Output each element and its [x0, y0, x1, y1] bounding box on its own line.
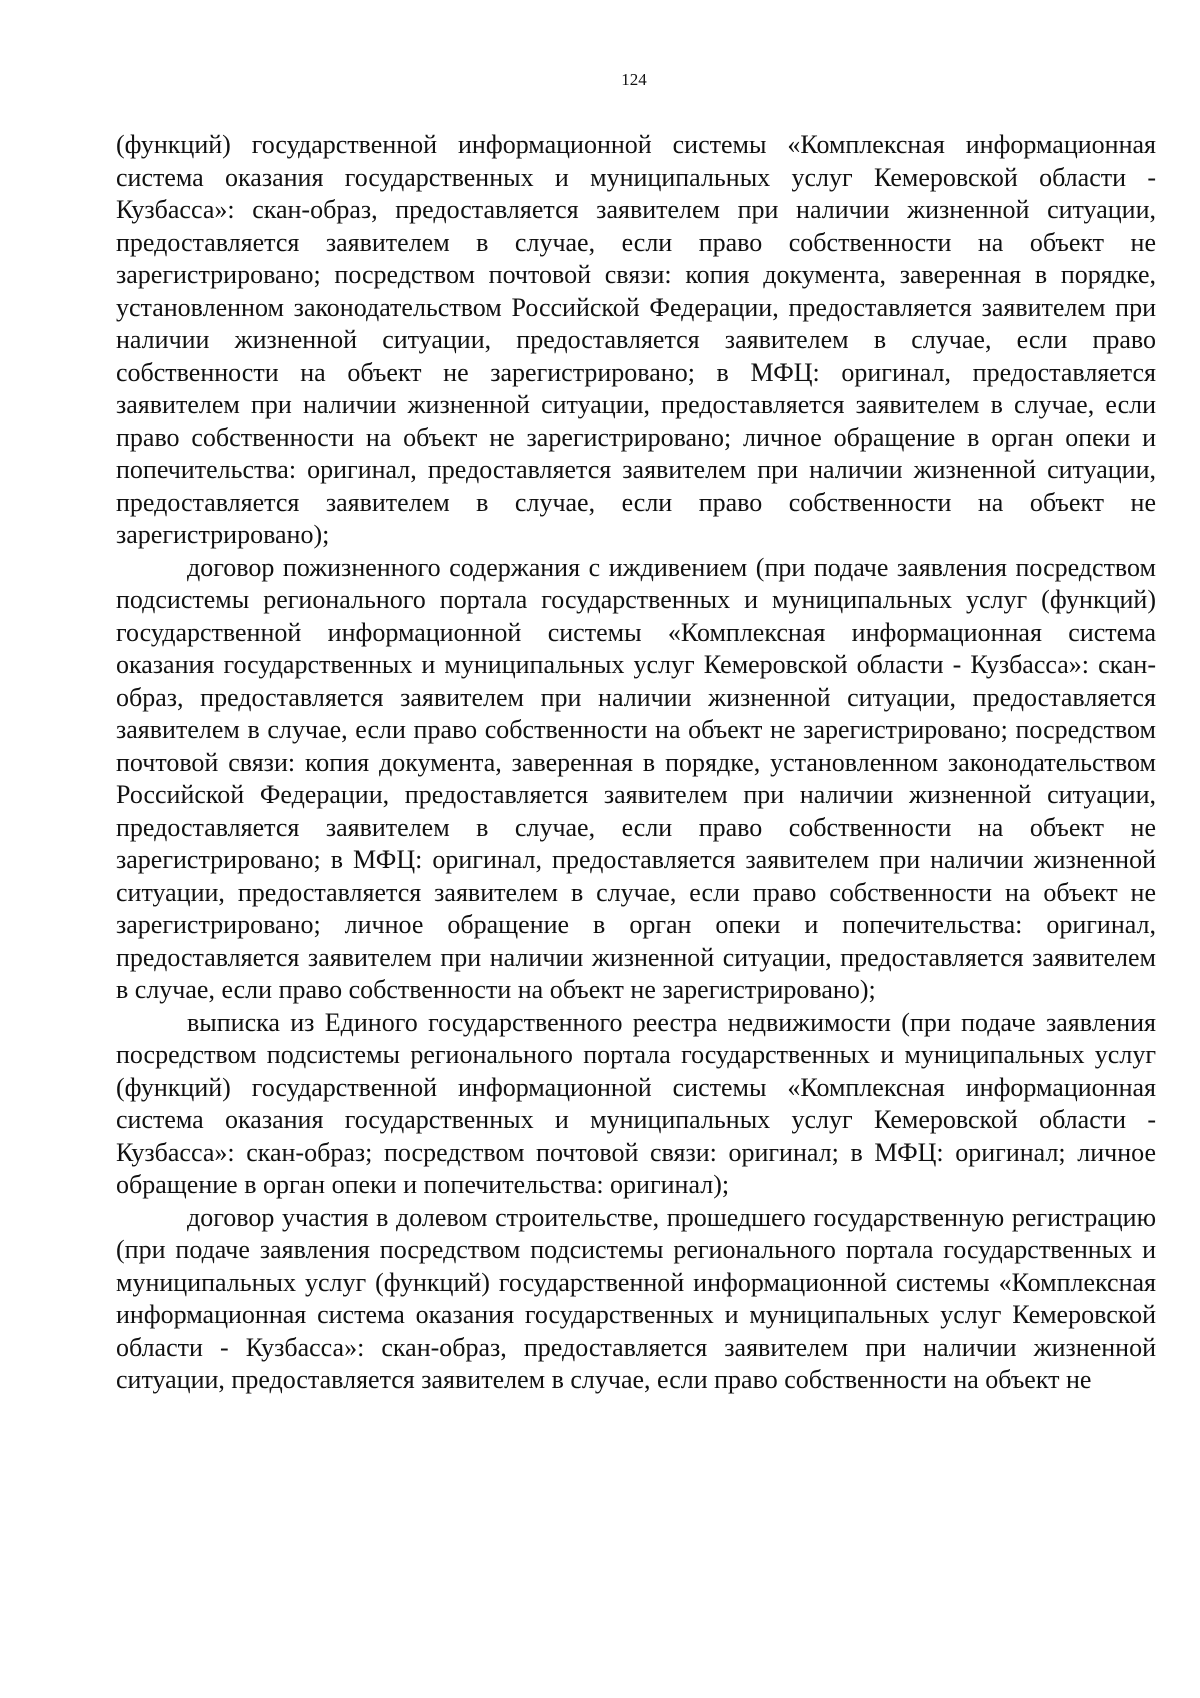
document-body [116, 129, 1156, 1397]
page-number: 124 [621, 70, 647, 89]
paragraph-life-maintenance-contract: договор пожизненного содержания с иждивением (при подаче заявления посредством подсистемы регионального портала государственных и муниципальных услуг (функций) государственной информационной системы «Комплексная информационная система оказания государственных и муниципальных услуг Кемеровской области - Кузбасса»: скан-образ, предоставляется заявителем при наличии жизненной ситуации, предоставляется заявителем в случае, если право собственности на объект не зарегистрировано; посредством почтовой связи: копия документа, заверенная в порядке, установленном законодательством Российской Федерации, предоставляется заявителем при наличии жизненной ситуации, предоставляется заявителем в случае, если право собственности на объект не зарегистрировано; в МФЦ: оригинал, предоставляется заявителем при наличии жизненной ситуации, предоставляется заявителем в случае, если право собственности на объект не зарегистрировано; личное обращение в орган опеки и попечительства: оригинал, предоставляется заявителем при наличии жизненной ситуации, предоставляется заявителем в случае, если право собственности на объект не зарегистрировано); [116, 552, 1156, 1004]
paragraph-continuation: (функций) государственной информационной системы «Комплексная информационная система оказания государственных и муниципальных услуг Кемеровской области - Кузбасса»: скан-образ, предоставляется заявителем при наличии жизненной ситуации, предоставляется заявителем в случае, если право собственности на объект не зарегистрировано; посредством почтовой связи: копия документа, заверенная в порядке, установленном законодательством Российской Федерации, предоставляется заявителем при наличии жизненной ситуации, предоставляется заявителем в случае, если право собственности на объект не зарегистрировано; в МФЦ: оригинал, предоставляется заявителем при наличии жизненной ситуации, предоставляется заявителем в случае, если право собственности на объект не зарегистрировано; личное обращение в орган опеки и попечительства: оригинал, предоставляется заявителем при наличии жизненной ситуации, предоставляется заявителем в случае, если право собственности на объект не зарегистрировано); [116, 130, 1156, 549]
paragraph-egrn-extract: выписка из Единого государственного реестра недвижимости (при подаче заявления посредством подсистемы регионального портала государственных и муниципальных услуг (функций) государственной информационной системы «Комплексная информационная система оказания государственных и муниципальных услуг Кемеровской области - Кузбасса»: скан-образ; посредством почтовой связи: оригинал; в МФЦ: оригинал; личное обращение в орган опеки и попечительства: оригинал); [116, 1007, 1156, 1199]
paragraph-shared-construction-contract: договор участия в долевом строительстве, прошедшего государственную регистрацию (при подаче заявления посредством подсистемы регионального портала государственных и муниципальных услуг (функций) государственной информационной системы «Комплексная информационная система оказания государственных и муниципальных услуг Кемеровской области - Кузбасса»: скан-образ, предоставляется заявителем при наличии жизненной ситуации, предоставляется заявителем в случае, если право собственности на объект не [116, 1202, 1156, 1394]
